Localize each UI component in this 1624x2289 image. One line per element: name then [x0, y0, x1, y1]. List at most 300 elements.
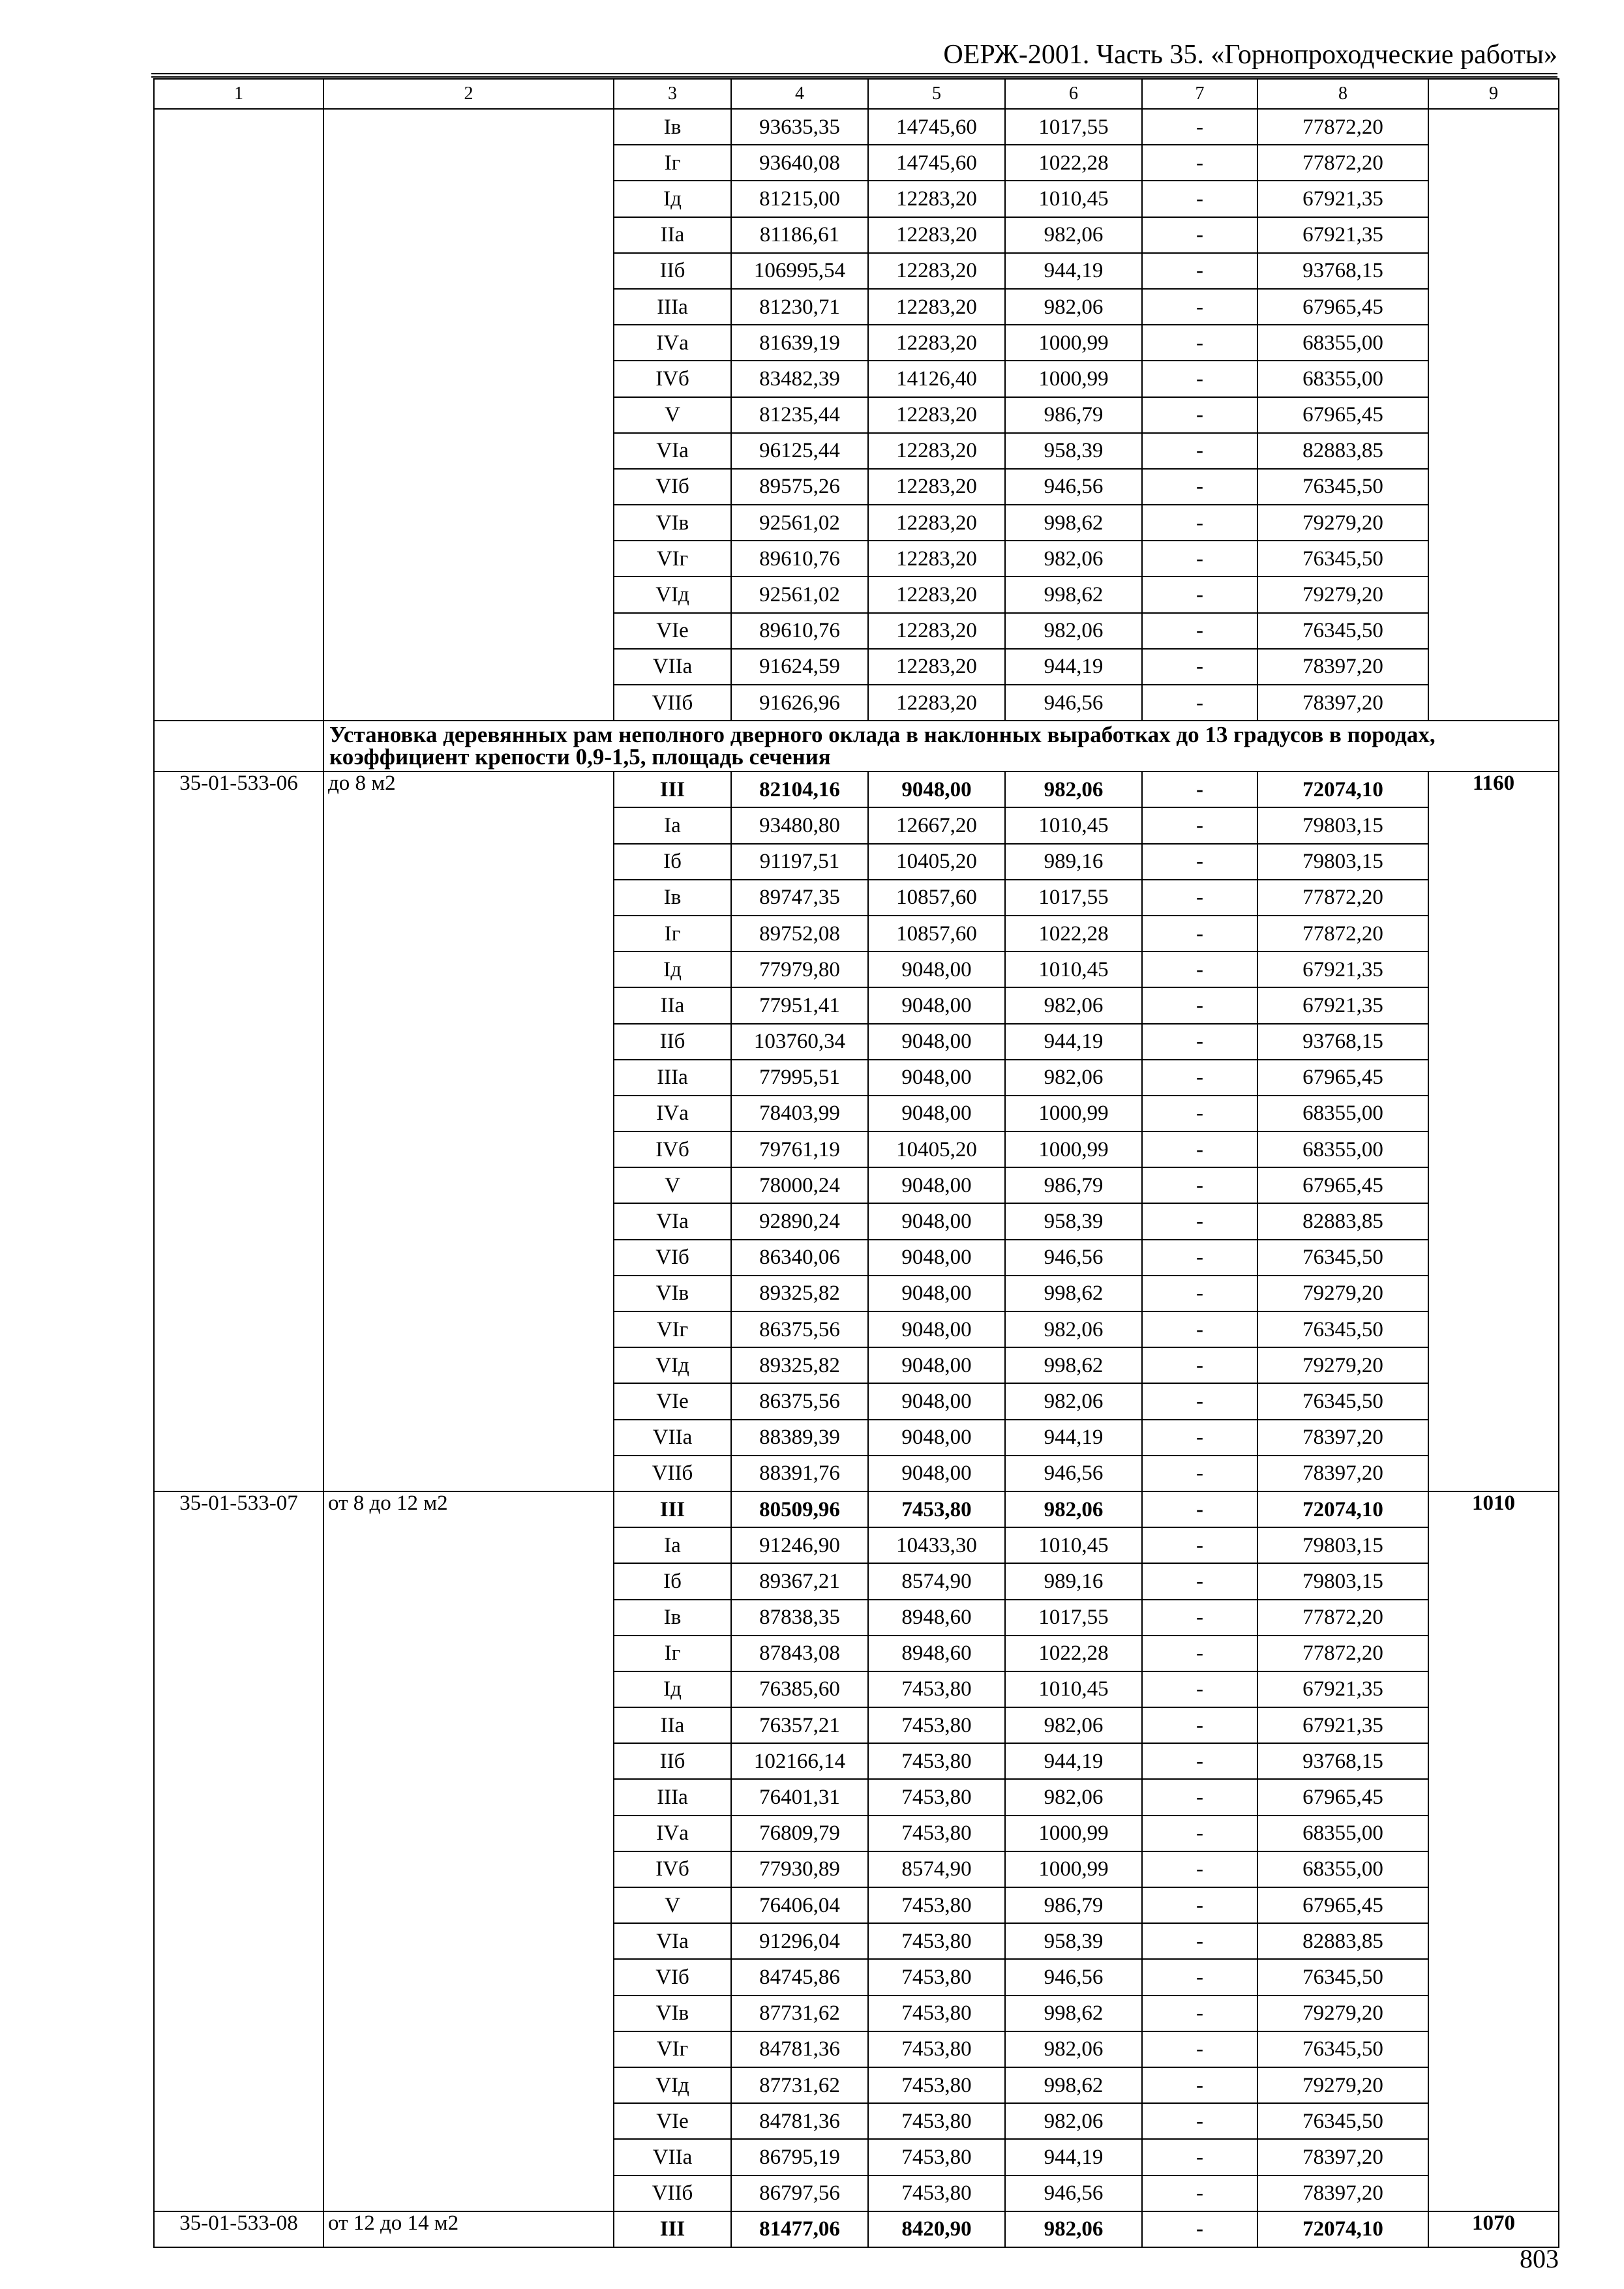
- zone-cell: VIб: [614, 469, 731, 505]
- value-cell: 7453,80: [868, 1743, 1005, 1779]
- value-cell: 14745,60: [868, 145, 1005, 181]
- value-cell: 1000,99: [1005, 1096, 1142, 1131]
- value-cell: 946,56: [1005, 2176, 1142, 2211]
- value-cell: 958,39: [1005, 1923, 1142, 1959]
- value-cell: 88389,39: [731, 1420, 868, 1456]
- item-col9: 1070: [1428, 2211, 1559, 2247]
- value-cell: 12283,20: [868, 397, 1005, 433]
- value-cell: 77951,41: [731, 987, 868, 1023]
- value-cell: 67921,35: [1257, 1671, 1428, 1707]
- value-cell: 9048,00: [868, 1240, 1005, 1276]
- value-cell: 78397,20: [1257, 1420, 1428, 1456]
- value-cell: 77872,20: [1257, 1600, 1428, 1636]
- zone-cell: VIа: [614, 1923, 731, 1959]
- zone-cell: V: [614, 397, 731, 433]
- value-cell: 92890,24: [731, 1203, 868, 1239]
- value-cell: 91246,90: [731, 1527, 868, 1563]
- name-cell: [323, 109, 614, 721]
- value-cell: 78397,20: [1257, 2139, 1428, 2175]
- value-cell: 93640,08: [731, 145, 868, 181]
- value-cell: 9048,00: [868, 1024, 1005, 1060]
- value-cell: 91197,51: [731, 844, 868, 880]
- value-cell: 982,06: [1005, 541, 1142, 576]
- value-cell: 944,19: [1005, 1024, 1142, 1060]
- zone-cell: VIг: [614, 1311, 731, 1347]
- value-cell: 76385,60: [731, 1671, 868, 1707]
- value-cell: 91626,96: [731, 685, 868, 721]
- zone-cell: VIг: [614, 2031, 731, 2067]
- value-cell: 12283,20: [868, 433, 1005, 469]
- value-cell: 946,56: [1005, 1240, 1142, 1276]
- value-cell: -: [1142, 289, 1257, 325]
- value-cell: -: [1142, 1456, 1257, 1491]
- column-number: 1: [154, 79, 323, 109]
- value-cell: 67921,35: [1257, 181, 1428, 217]
- zone-cell: IVа: [614, 1096, 731, 1131]
- value-cell: 982,06: [1005, 217, 1142, 253]
- value-cell: 77872,20: [1257, 109, 1428, 145]
- value-cell: 1010,45: [1005, 1527, 1142, 1563]
- value-cell: -: [1142, 2211, 1257, 2247]
- value-cell: 82883,85: [1257, 1923, 1428, 1959]
- zone-cell: IIа: [614, 987, 731, 1023]
- value-cell: 9048,00: [868, 771, 1005, 807]
- value-cell: -: [1142, 469, 1257, 505]
- value-cell: -: [1142, 1383, 1257, 1419]
- value-cell: 84781,36: [731, 2031, 868, 2067]
- zone-cell: VIд: [614, 1347, 731, 1383]
- value-cell: -: [1142, 807, 1257, 843]
- value-cell: 7453,80: [868, 2176, 1005, 2211]
- value-cell: 87843,08: [731, 1636, 868, 1671]
- value-cell: 86340,06: [731, 1240, 868, 1276]
- value-cell: 102166,14: [731, 1743, 868, 1779]
- value-cell: 982,06: [1005, 1491, 1142, 1527]
- value-cell: 982,06: [1005, 1311, 1142, 1347]
- value-cell: 1010,45: [1005, 951, 1142, 987]
- page-number: 803: [1520, 2244, 1559, 2273]
- value-cell: 12283,20: [868, 253, 1005, 289]
- zone-cell: Iа: [614, 807, 731, 843]
- value-cell: 78397,20: [1257, 685, 1428, 721]
- zone-cell: Iг: [614, 1636, 731, 1671]
- table-row: [154, 771, 1559, 807]
- estimate-table: [153, 78, 1559, 2248]
- value-cell: 946,56: [1005, 1456, 1142, 1491]
- value-cell: 8948,60: [868, 1600, 1005, 1636]
- zone-cell: VIв: [614, 1996, 731, 2031]
- value-cell: -: [1142, 1527, 1257, 1563]
- value-cell: 77872,20: [1257, 916, 1428, 951]
- value-cell: 9048,00: [868, 1167, 1005, 1203]
- value-cell: 89575,26: [731, 469, 868, 505]
- value-cell: 982,06: [1005, 2103, 1142, 2139]
- value-cell: 982,06: [1005, 1060, 1142, 1096]
- zone-cell: VIг: [614, 541, 731, 576]
- value-cell: 86795,19: [731, 2139, 868, 2175]
- zone-cell: IVб: [614, 1131, 731, 1167]
- value-cell: 67965,45: [1257, 1779, 1428, 1815]
- value-cell: 986,79: [1005, 1167, 1142, 1203]
- value-cell: 79279,20: [1257, 1347, 1428, 1383]
- zone-cell: VIIа: [614, 2139, 731, 2175]
- value-cell: 67965,45: [1257, 1167, 1428, 1203]
- value-cell: 89747,35: [731, 880, 868, 916]
- value-cell: 78397,20: [1257, 2176, 1428, 2211]
- value-cell: 87731,62: [731, 2067, 868, 2103]
- value-cell: 1000,99: [1005, 361, 1142, 396]
- value-cell: 1010,45: [1005, 807, 1142, 843]
- value-cell: 76345,50: [1257, 1311, 1428, 1347]
- value-cell: 86375,56: [731, 1311, 868, 1347]
- value-cell: 67965,45: [1257, 1887, 1428, 1923]
- value-cell: 7453,80: [868, 1887, 1005, 1923]
- value-cell: 8420,90: [868, 2211, 1005, 2247]
- value-cell: 7453,80: [868, 1923, 1005, 1959]
- value-cell: -: [1142, 1743, 1257, 1779]
- zone-cell: VIе: [614, 1383, 731, 1419]
- value-cell: 77930,89: [731, 1851, 868, 1887]
- header-rule: [151, 73, 1557, 78]
- value-cell: -: [1142, 844, 1257, 880]
- page-header: ОЕРЖ-2001. Часть 35. «Горнопроходческие работы»: [943, 40, 1557, 70]
- value-cell: 944,19: [1005, 253, 1142, 289]
- zone-cell: V: [614, 1167, 731, 1203]
- value-cell: 12283,20: [868, 181, 1005, 217]
- value-cell: 946,56: [1005, 1959, 1142, 1995]
- zone-cell: Iг: [614, 916, 731, 951]
- value-cell: -: [1142, 1347, 1257, 1383]
- value-cell: 1010,45: [1005, 181, 1142, 217]
- value-cell: 982,06: [1005, 289, 1142, 325]
- value-cell: -: [1142, 1491, 1257, 1527]
- value-cell: 76345,50: [1257, 541, 1428, 576]
- value-cell: 76345,50: [1257, 1959, 1428, 1995]
- value-cell: 8574,90: [868, 1563, 1005, 1599]
- zone-cell: Iв: [614, 880, 731, 916]
- value-cell: 989,16: [1005, 1563, 1142, 1599]
- value-cell: 68355,00: [1257, 1096, 1428, 1131]
- value-cell: 67921,35: [1257, 987, 1428, 1023]
- value-cell: 76406,04: [731, 1887, 868, 1923]
- value-cell: 944,19: [1005, 2139, 1142, 2175]
- value-cell: 1022,28: [1005, 145, 1142, 181]
- value-cell: 9048,00: [868, 1203, 1005, 1239]
- zone-cell: VIа: [614, 433, 731, 469]
- value-cell: 67965,45: [1257, 397, 1428, 433]
- value-cell: -: [1142, 1923, 1257, 1959]
- section-title-row: [154, 721, 1559, 771]
- value-cell: 12283,20: [868, 613, 1005, 649]
- value-cell: -: [1142, 1311, 1257, 1347]
- value-cell: 7453,80: [868, 1959, 1005, 1995]
- value-cell: -: [1142, 1420, 1257, 1456]
- value-cell: 84745,86: [731, 1959, 868, 1995]
- value-cell: 12283,20: [868, 649, 1005, 685]
- value-cell: 81230,71: [731, 289, 868, 325]
- value-cell: -: [1142, 916, 1257, 951]
- value-cell: 7453,80: [868, 1491, 1005, 1527]
- value-cell: 78000,24: [731, 1167, 868, 1203]
- item-col9: 1010: [1428, 1491, 1559, 2211]
- value-cell: 9048,00: [868, 987, 1005, 1023]
- value-cell: -: [1142, 2176, 1257, 2211]
- value-cell: 68355,00: [1257, 361, 1428, 396]
- value-cell: 79803,15: [1257, 1527, 1428, 1563]
- value-cell: 82883,85: [1257, 433, 1428, 469]
- value-cell: 68355,00: [1257, 1816, 1428, 1851]
- value-cell: 944,19: [1005, 649, 1142, 685]
- value-cell: 12283,20: [868, 541, 1005, 576]
- value-cell: 79279,20: [1257, 505, 1428, 541]
- value-cell: 67921,35: [1257, 217, 1428, 253]
- value-cell: 9048,00: [868, 1096, 1005, 1131]
- value-cell: 76345,50: [1257, 1383, 1428, 1419]
- value-cell: -: [1142, 253, 1257, 289]
- zone-cell: VIб: [614, 1959, 731, 1995]
- zone-cell: III: [614, 1491, 731, 1527]
- value-cell: -: [1142, 217, 1257, 253]
- value-cell: -: [1142, 1203, 1257, 1239]
- value-cell: 89752,08: [731, 916, 868, 951]
- column-number: 8: [1257, 79, 1428, 109]
- value-cell: -: [1142, 2031, 1257, 2067]
- item-col9: 1160: [1428, 771, 1559, 1491]
- value-cell: 79803,15: [1257, 807, 1428, 843]
- value-cell: 7453,80: [868, 2067, 1005, 2103]
- value-cell: 76345,50: [1257, 2031, 1428, 2067]
- zone-cell: VIб: [614, 1240, 731, 1276]
- value-cell: 986,79: [1005, 1887, 1142, 1923]
- value-cell: 982,06: [1005, 771, 1142, 807]
- value-cell: -: [1142, 2103, 1257, 2139]
- value-cell: -: [1142, 181, 1257, 217]
- value-cell: 77995,51: [731, 1060, 868, 1096]
- value-cell: 946,56: [1005, 469, 1142, 505]
- value-cell: 12283,20: [868, 576, 1005, 612]
- value-cell: 76809,79: [731, 1816, 868, 1851]
- item-code: 35-01-533-06: [154, 771, 323, 1491]
- value-cell: 76345,50: [1257, 1240, 1428, 1276]
- zone-cell: Iв: [614, 1600, 731, 1636]
- zone-cell: IVб: [614, 1851, 731, 1887]
- value-cell: 93480,80: [731, 807, 868, 843]
- item-name: до 8 м2: [323, 771, 614, 1491]
- value-cell: 96125,44: [731, 433, 868, 469]
- column-number: 4: [731, 79, 868, 109]
- value-cell: 89610,76: [731, 613, 868, 649]
- column-number: 6: [1005, 79, 1142, 109]
- value-cell: -: [1142, 880, 1257, 916]
- value-cell: 8574,90: [868, 1851, 1005, 1887]
- value-cell: -: [1142, 1959, 1257, 1995]
- value-cell: 86375,56: [731, 1383, 868, 1419]
- value-cell: -: [1142, 1816, 1257, 1851]
- value-cell: 958,39: [1005, 1203, 1142, 1239]
- value-cell: 88391,76: [731, 1456, 868, 1491]
- section-title: Установка деревянных рам неполного дверного оклада в наклонных выработках до 13 градусов в породах, коэффициент крепости 0,9-1,5, площадь сечения: [323, 721, 1559, 771]
- value-cell: -: [1142, 2067, 1257, 2103]
- value-cell: 9048,00: [868, 1060, 1005, 1096]
- value-cell: 7453,80: [868, 1671, 1005, 1707]
- value-cell: 12283,20: [868, 217, 1005, 253]
- zone-cell: V: [614, 1887, 731, 1923]
- value-cell: 89325,82: [731, 1347, 868, 1383]
- value-cell: -: [1142, 1167, 1257, 1203]
- column-number: 2: [323, 79, 614, 109]
- zone-cell: Iг: [614, 145, 731, 181]
- value-cell: -: [1142, 987, 1257, 1023]
- value-cell: -: [1142, 361, 1257, 396]
- value-cell: 81639,19: [731, 325, 868, 361]
- value-cell: 1022,28: [1005, 916, 1142, 951]
- value-cell: 12667,20: [868, 807, 1005, 843]
- zone-cell: VIIа: [614, 1420, 731, 1456]
- value-cell: 72074,10: [1257, 2211, 1428, 2247]
- value-cell: 7453,80: [868, 2139, 1005, 2175]
- value-cell: 1017,55: [1005, 1600, 1142, 1636]
- value-cell: 998,62: [1005, 1347, 1142, 1383]
- code-cell: [154, 109, 323, 721]
- zone-cell: IVб: [614, 361, 731, 396]
- value-cell: -: [1142, 541, 1257, 576]
- value-cell: 79761,19: [731, 1131, 868, 1167]
- value-cell: 1022,28: [1005, 1636, 1142, 1671]
- value-cell: 78403,99: [731, 1096, 868, 1131]
- value-cell: 81186,61: [731, 217, 868, 253]
- zone-cell: IIб: [614, 1024, 731, 1060]
- value-cell: 1017,55: [1005, 109, 1142, 145]
- zone-cell: VIа: [614, 1203, 731, 1239]
- value-cell: -: [1142, 1779, 1257, 1815]
- value-cell: 998,62: [1005, 1996, 1142, 2031]
- item-name: от 12 до 14 м2: [323, 2211, 614, 2247]
- value-cell: 982,06: [1005, 2211, 1142, 2247]
- col9-cell: [1428, 109, 1559, 721]
- value-cell: 68355,00: [1257, 1131, 1428, 1167]
- value-cell: -: [1142, 109, 1257, 145]
- value-cell: 78397,20: [1257, 649, 1428, 685]
- zone-cell: III: [614, 771, 731, 807]
- value-cell: 67965,45: [1257, 289, 1428, 325]
- value-cell: -: [1142, 397, 1257, 433]
- value-cell: 77872,20: [1257, 145, 1428, 181]
- item-code: 35-01-533-07: [154, 1491, 323, 2211]
- value-cell: -: [1142, 1707, 1257, 1743]
- value-cell: 12283,20: [868, 325, 1005, 361]
- zone-cell: VIд: [614, 2067, 731, 2103]
- zone-cell: IIа: [614, 217, 731, 253]
- zone-cell: VIд: [614, 576, 731, 612]
- zone-cell: III: [614, 2211, 731, 2247]
- value-cell: 91624,59: [731, 649, 868, 685]
- value-cell: 982,06: [1005, 2031, 1142, 2067]
- value-cell: 1000,99: [1005, 1131, 1142, 1167]
- value-cell: 93768,15: [1257, 1024, 1428, 1060]
- table-row: [154, 1491, 1559, 1527]
- value-cell: 12283,20: [868, 289, 1005, 325]
- value-cell: 72074,10: [1257, 1491, 1428, 1527]
- value-cell: -: [1142, 1131, 1257, 1167]
- column-number: 3: [614, 79, 731, 109]
- value-cell: 7453,80: [868, 1816, 1005, 1851]
- value-cell: 80509,96: [731, 1491, 868, 1527]
- value-cell: -: [1142, 145, 1257, 181]
- value-cell: 998,62: [1005, 505, 1142, 541]
- column-number: 7: [1142, 79, 1257, 109]
- value-cell: 982,06: [1005, 987, 1142, 1023]
- value-cell: 67921,35: [1257, 951, 1428, 987]
- zone-cell: VIIб: [614, 2176, 731, 2211]
- value-cell: 82104,16: [731, 771, 868, 807]
- value-cell: 79279,20: [1257, 1276, 1428, 1311]
- column-number: 9: [1428, 79, 1559, 109]
- value-cell: 9048,00: [868, 1347, 1005, 1383]
- zone-cell: Iд: [614, 1671, 731, 1707]
- value-cell: 76401,31: [731, 1779, 868, 1815]
- value-cell: 1017,55: [1005, 880, 1142, 916]
- zone-cell: IIIа: [614, 1779, 731, 1815]
- value-cell: 944,19: [1005, 1743, 1142, 1779]
- value-cell: -: [1142, 2139, 1257, 2175]
- value-cell: 92561,02: [731, 576, 868, 612]
- value-cell: 77872,20: [1257, 1636, 1428, 1671]
- value-cell: -: [1142, 1851, 1257, 1887]
- value-cell: 1000,99: [1005, 1816, 1142, 1851]
- value-cell: 103760,34: [731, 1024, 868, 1060]
- value-cell: 982,06: [1005, 1707, 1142, 1743]
- value-cell: 9048,00: [868, 951, 1005, 987]
- zone-cell: Iб: [614, 1563, 731, 1599]
- value-cell: 77872,20: [1257, 880, 1428, 916]
- value-cell: -: [1142, 613, 1257, 649]
- zone-cell: IIIа: [614, 1060, 731, 1096]
- value-cell: 10405,20: [868, 844, 1005, 880]
- value-cell: 9048,00: [868, 1311, 1005, 1347]
- zone-cell: VIв: [614, 1276, 731, 1311]
- value-cell: 93768,15: [1257, 253, 1428, 289]
- value-cell: 77979,80: [731, 951, 868, 987]
- zone-cell: Iд: [614, 181, 731, 217]
- value-cell: 87838,35: [731, 1600, 868, 1636]
- value-cell: 81477,06: [731, 2211, 868, 2247]
- value-cell: 998,62: [1005, 1276, 1142, 1311]
- value-cell: -: [1142, 1096, 1257, 1131]
- column-number-row: [154, 79, 1559, 109]
- value-cell: 93768,15: [1257, 1743, 1428, 1779]
- value-cell: 982,06: [1005, 1383, 1142, 1419]
- value-cell: -: [1142, 325, 1257, 361]
- value-cell: 106995,54: [731, 253, 868, 289]
- zone-cell: VIIб: [614, 685, 731, 721]
- zone-cell: IVа: [614, 1816, 731, 1851]
- value-cell: 986,79: [1005, 397, 1142, 433]
- value-cell: 87731,62: [731, 1996, 868, 2031]
- value-cell: 79803,15: [1257, 1563, 1428, 1599]
- value-cell: 982,06: [1005, 613, 1142, 649]
- value-cell: 91296,04: [731, 1923, 868, 1959]
- value-cell: 1000,99: [1005, 1851, 1142, 1887]
- value-cell: 84781,36: [731, 2103, 868, 2139]
- value-cell: 86797,56: [731, 2176, 868, 2211]
- value-cell: 7453,80: [868, 1996, 1005, 2031]
- value-cell: -: [1142, 685, 1257, 721]
- zone-cell: Iв: [614, 109, 731, 145]
- zone-cell: Iа: [614, 1527, 731, 1563]
- value-cell: 12283,20: [868, 505, 1005, 541]
- value-cell: 9048,00: [868, 1383, 1005, 1419]
- value-cell: 79279,20: [1257, 1996, 1428, 2031]
